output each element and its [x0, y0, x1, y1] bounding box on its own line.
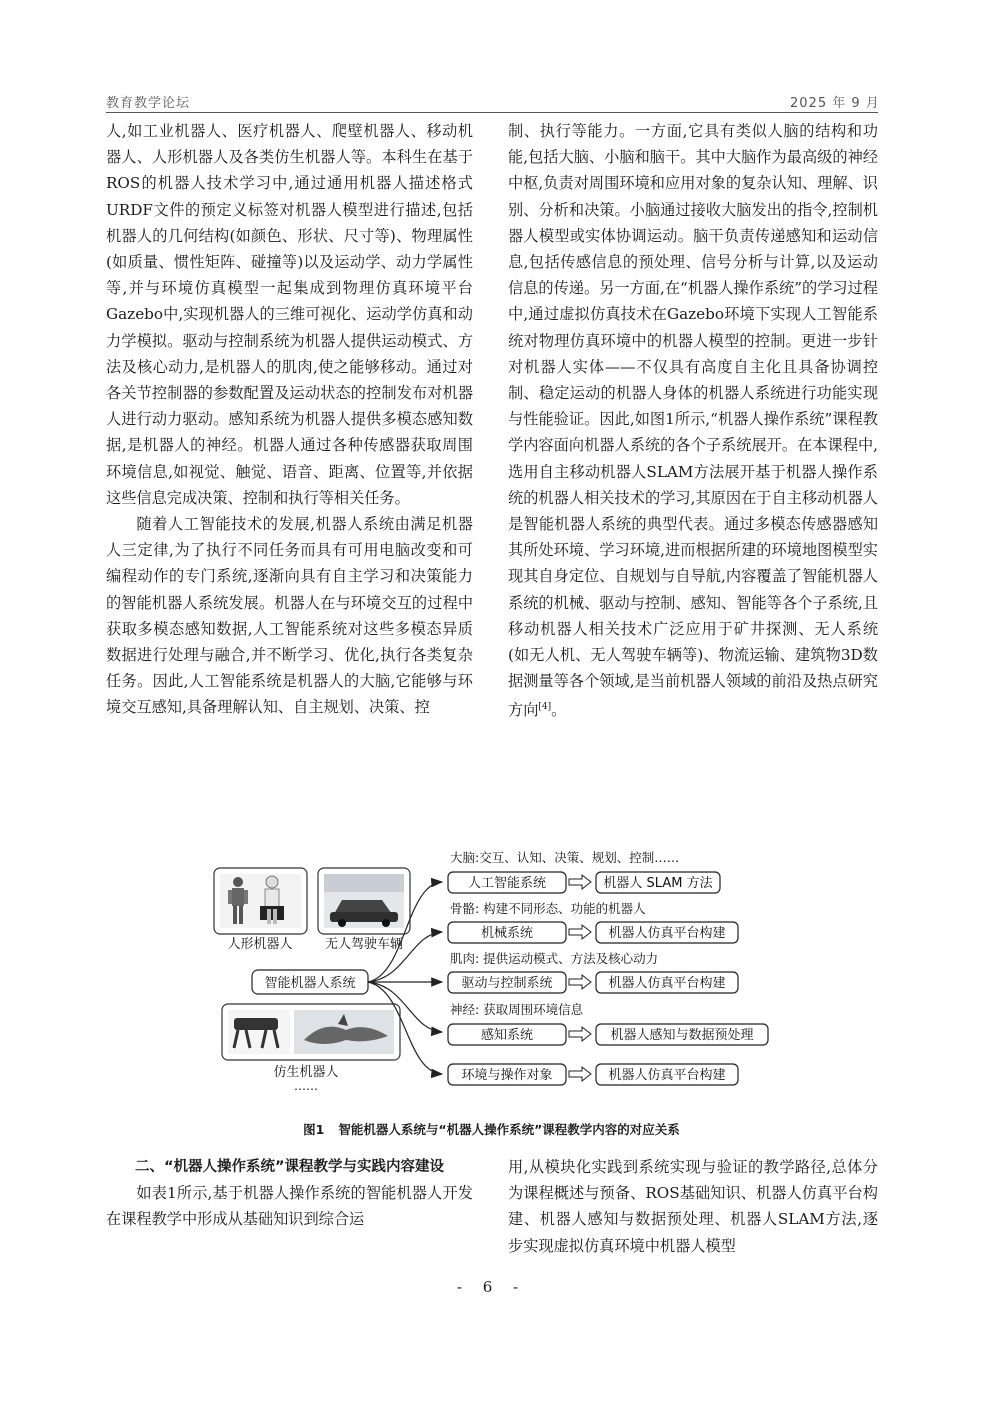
bionic-robot-image — [222, 1004, 400, 1060]
content-label: 机器人感知与数据预处理 — [610, 1028, 754, 1043]
autonomous-car-image — [318, 868, 410, 934]
paragraph-text: 制、执行等能力。一方面,它具有类似人脑的结构和功能,包括大脑、小脑和脑干。其中大脑作为最高级的神经中枢,负责对周围环境和应用对象的复杂认知、理解、识别、分析和决策。小脑通过接收大脑发出的指令,控制机器人模型或实体协调运动。脑干负责传递感知和运动信息,包括传感信息的预处理、信号分析与计算,以及运动信息的传递。另一方面,在“机器人操作系统”的学习过程中,通过虚拟仿真技术在Gazebo环境下实现人工智能系统对物理仿真环境中的机器人模型的控制。更进一步针对机器人实体——不仅具有高度自主化且具备协调控制、稳定运动的机器人身体的机器人系统进行功能实现与性能验证。因此,如图1所示,“机器人操作系统”课程教学内容面向机器人系统的各个子系统展开。在本课程中,选用自主移动机器人SLAM方法展开基于机器人操作系统的机器人相关技术的学习,其原因在于自主移动机器人是智能机器人系统的典型代表。通过多模态传感器感知其所处环境、学习环境,进而根据所建的环境地图模型实现其自身定位、自规划与自导航,内容覆盖了智能机器人系统的机械、驱动与控制、感知、智能等各个子系统,且移动机器人相关技术广泛应用于矿井探测、无人系统(如无人机、无人驾驶车辆等)、物流运输、建筑物3D数据测量等各个领域,是当前机器人领域的前沿及热点研究方向 — [508, 122, 878, 720]
figure-number: 图1 — [303, 1122, 325, 1137]
center-system-label: 智能机器人系统 — [264, 976, 356, 991]
left-column-bottom — [106, 1154, 473, 1233]
humanoid-robot-image — [214, 868, 307, 934]
figure-caption-text: 智能机器人系统与“机器人操作系统”课程教学内容的对应关系 — [338, 1122, 680, 1137]
page-number: - 6 - — [456, 1278, 527, 1296]
content-label: 机器人仿真平台构建 — [608, 1068, 726, 1083]
paragraph: 人,如工业机器人、医疗机器人、爬壁机器人、移动机器人、人形机器人及各类仿生机器人等。本科生在基于ROS的机器人技术学习中,通过通用机器人描述格式URDF文件的预定义标签对机器人模型进行描述,包括机器人的几何结构(如颜色、形状、尺寸等)、物理属性(如质量、惯性矩阵、碰撞等)以及运动学、动力学属性等,并与环境仿真模型一起集成到物理仿真环境平台Gazebo中,实现机器人的三维可视化、运动学仿真和动力学模拟。驱动与控制系统为机器人提供运动模式、方法及核心动力,是机器人的肌肉,使之能够移动。通过对各关节控制器的参数配置及运动状态的控制发布对机器人进行动力驱动。感知系统为机器人提供多模态感知数据,是机器人的神经。机器人通过各种传感器获取周围环境信息,如视觉、触觉、语音、距离、位置等,并依据这些信息完成决策、控制和执行等相关任务。 — [106, 122, 473, 507]
system-label: 人工智能系统 — [467, 876, 547, 891]
right-column-bottom — [508, 1154, 878, 1259]
paragraph: 随着人工智能技术的发展,机器人系统由满足机器人三定律,为了执行不同任务而具有可用电脑改变和可编程动作的专门系统,逐渐向具有自主学习和决策能力的智能机器人系统发展。机器人在与环境交互的过程中获取多模态感知数据,人工智能系统对这些多模态异质数据进行处理与融合,并不断学习、优化,执行各类复杂任务。因此,人工智能系统是机器人的大脑,它能够与环境交互感知,具备理解认知、自主规划、决策、控 — [106, 515, 473, 717]
paragraph: 如表1所示,基于机器人操作系统的智能机器人开发在课程教学中形成从基础知识到综合运 — [106, 1184, 473, 1229]
content-label: 机器人仿真平台构建 — [608, 976, 726, 991]
section-heading: 二、“机器人操作系统”课程教学与实践内容建设 — [135, 1159, 445, 1175]
hollow-arrow-icon — [569, 875, 591, 889]
row-note: 神经: 获取周围环境信息 — [450, 1002, 584, 1017]
humanoid-label: 人形机器人 — [227, 937, 293, 952]
hollow-arrow-icon — [569, 925, 591, 939]
system-label: 驱动与控制系统 — [461, 976, 553, 991]
header-rule — [106, 112, 878, 113]
system-label: 感知系统 — [480, 1028, 534, 1043]
paragraph: 用,从模块化实践到系统实现与验证的教学路径,总体分为课程概述与预备、ROS基础知识、机器人仿真平台构建、机器人感知与数据预处理、机器人SLAM方法,逐步实现虚拟仿真环境中机器人模型 — [508, 1158, 878, 1255]
figure-1-diagram — [206, 844, 796, 1094]
bionic-label: 仿生机器人 — [273, 1065, 339, 1080]
left-column-top — [106, 118, 473, 721]
car-label: 无人驾驶车辆 — [324, 937, 404, 952]
more-ellipsis: …… — [294, 1079, 318, 1093]
hollow-arrow-icon — [569, 1067, 591, 1081]
paragraph-end: 。 — [551, 701, 567, 720]
hollow-arrow-icon — [569, 975, 591, 989]
issue-date: 2025 年 9 月 — [790, 96, 880, 111]
paragraph — [508, 118, 878, 724]
hollow-arrow-icon — [569, 1027, 591, 1041]
citation: [4] — [538, 702, 552, 713]
figure-caption — [0, 1120, 983, 1138]
content-label: 机器人 SLAM 方法 — [603, 876, 713, 891]
system-label: 机械系统 — [480, 926, 534, 941]
row-note: 肌肉: 提供运动模式、方法及核心动力 — [450, 951, 659, 966]
row-note: 骨骼: 构建不同形态、功能的机器人 — [450, 901, 646, 916]
content-label: 机器人仿真平台构建 — [608, 926, 726, 941]
journal-name: 教育教学论坛 — [106, 96, 191, 111]
system-label: 环境与操作对象 — [461, 1068, 553, 1083]
right-column-top — [508, 118, 878, 724]
row-note: 大脑:交互、认知、决策、规划、控制…… — [450, 850, 680, 865]
